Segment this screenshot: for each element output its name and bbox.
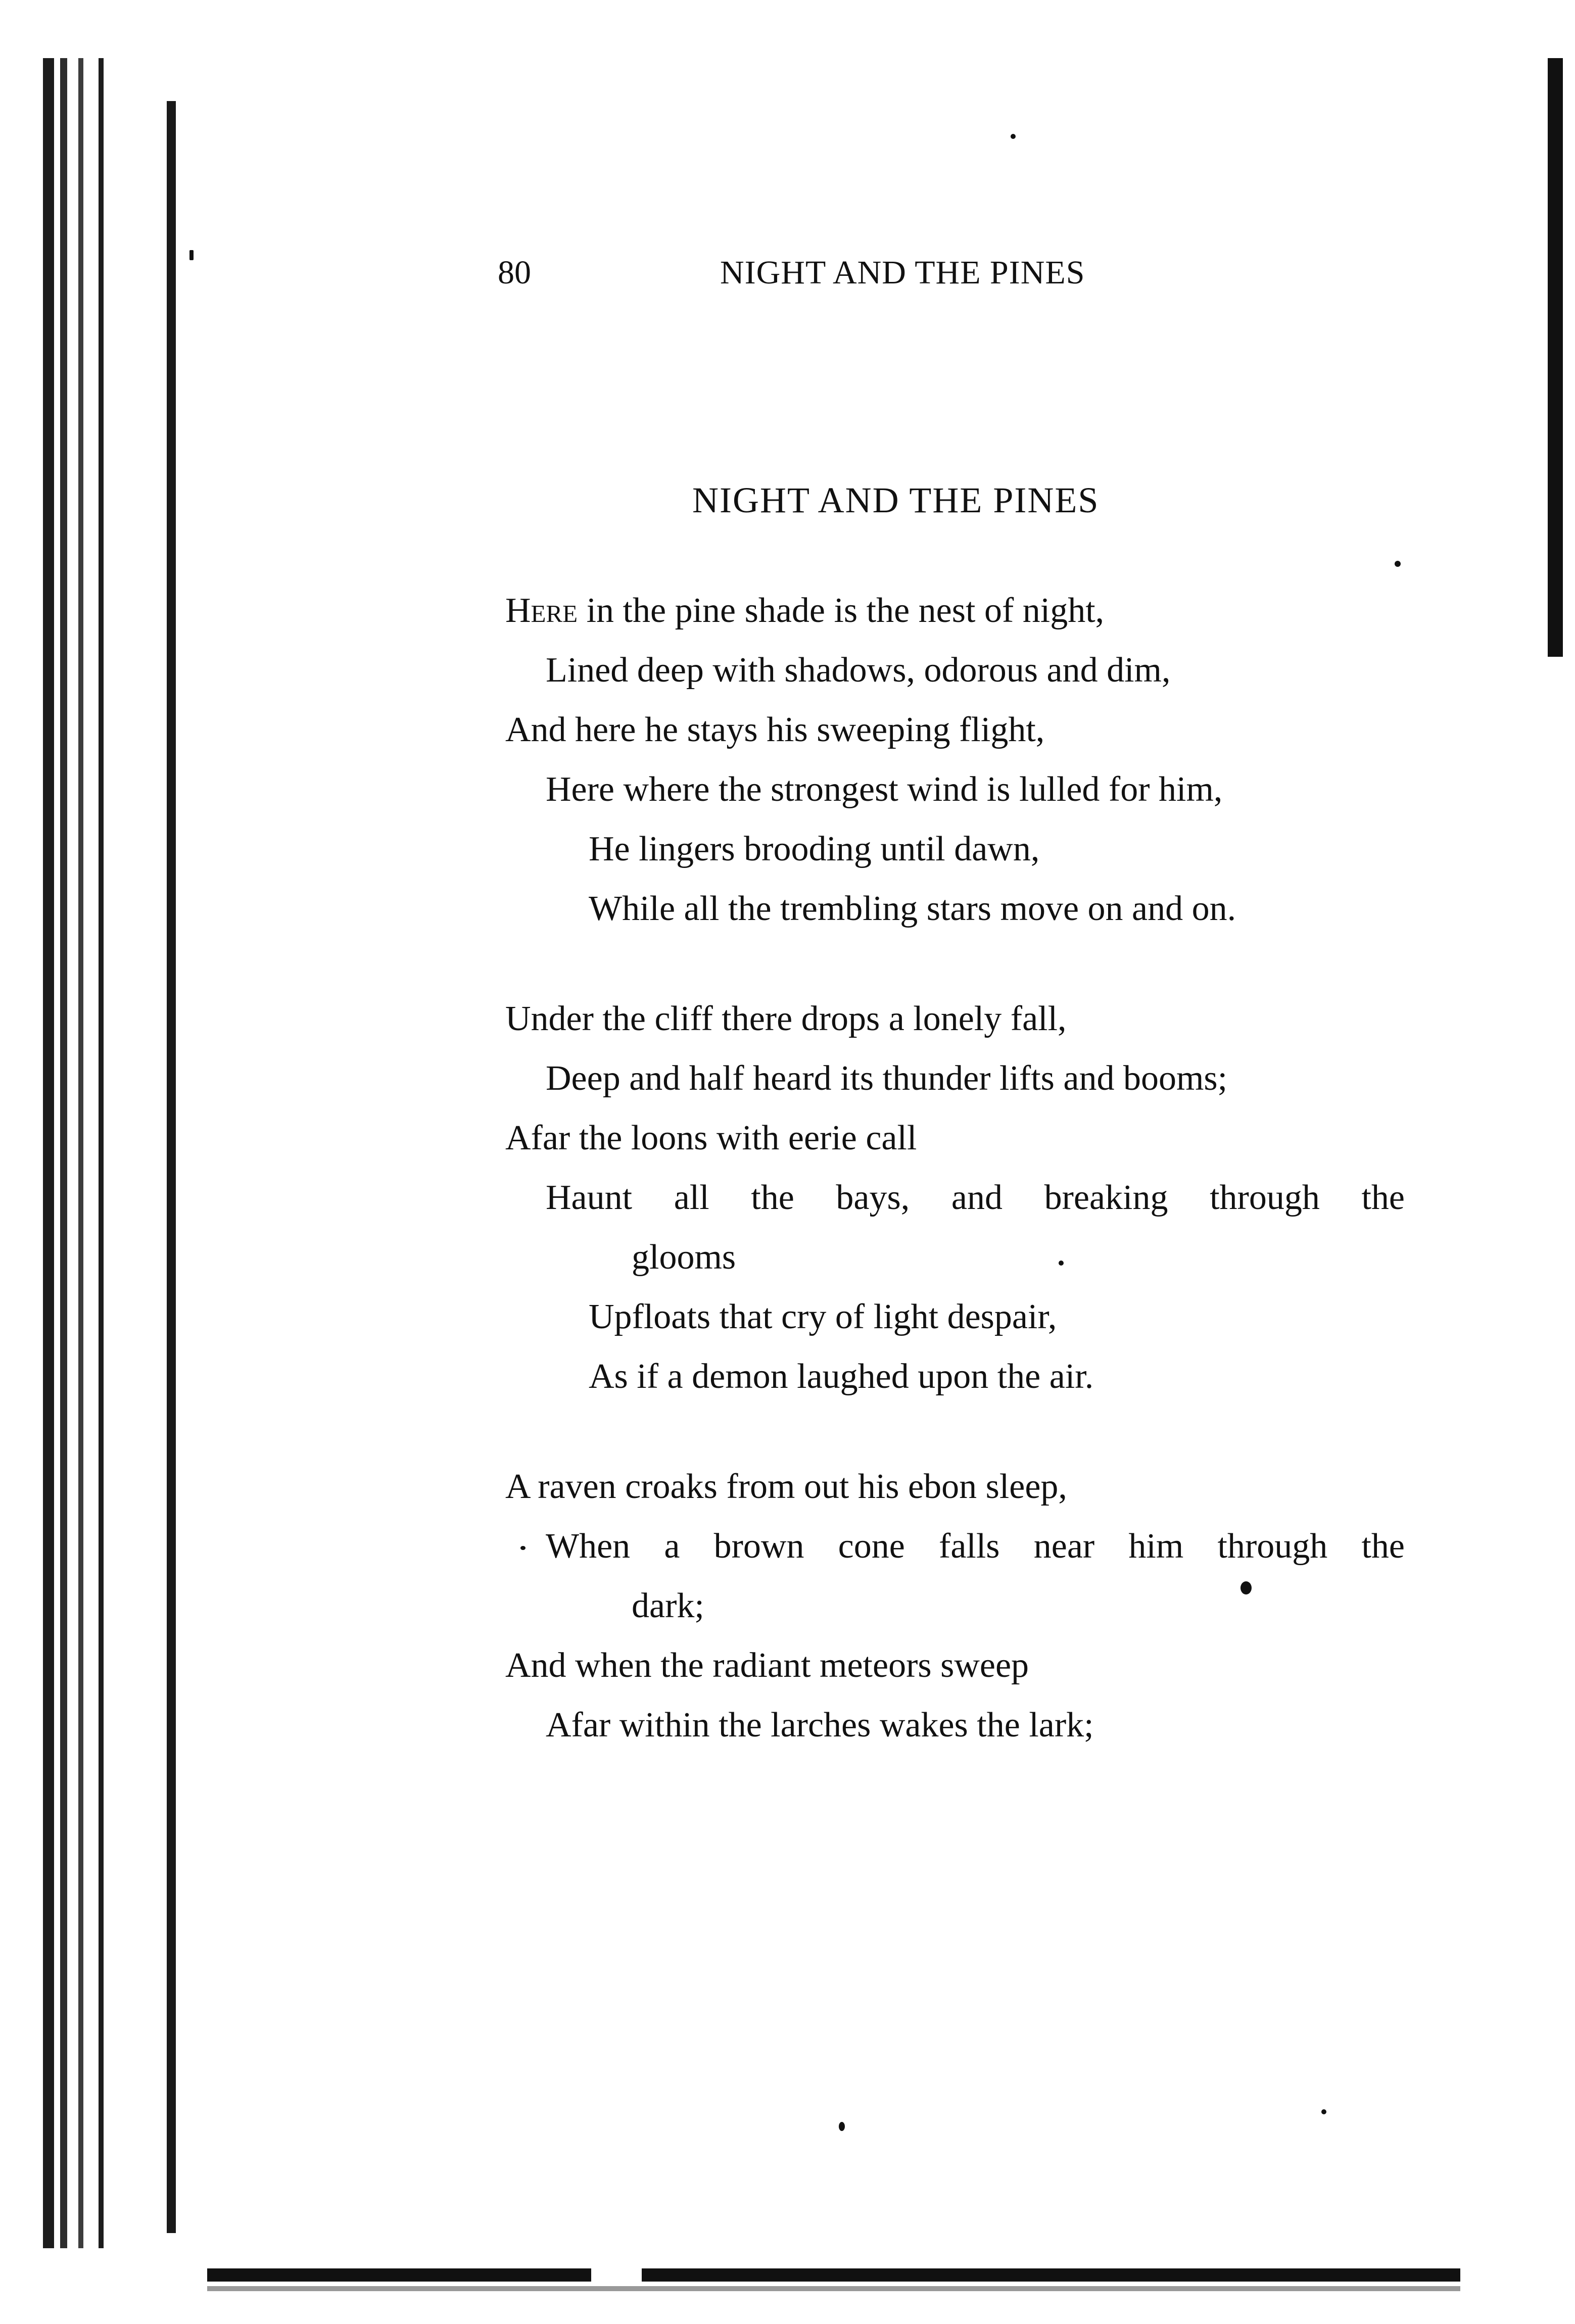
running-title: NIGHT AND THE PINES	[720, 254, 1085, 291]
stanza	[505, 989, 1425, 1407]
poem-line: While all the trembling stars move on and on.	[589, 889, 1236, 928]
page-number: 80	[498, 254, 531, 291]
poem-line: When a brown cone falls near him through the	[546, 1527, 1405, 1566]
poem-line: And here he stays his sweeping flight,	[505, 710, 1045, 749]
scan-speck	[1395, 561, 1401, 567]
bottom-edge-shadow	[207, 2268, 1460, 2282]
poem-line: As if a demon laughed upon the air.	[589, 1357, 1094, 1396]
scan-speck	[189, 250, 194, 260]
right-edge-shadow	[1548, 58, 1563, 657]
poem-title: NIGHT AND THE PINES	[692, 480, 1100, 520]
poem-line: glooms	[632, 1238, 736, 1277]
stanza-gap	[505, 1407, 1425, 1457]
scan-speck	[839, 2122, 845, 2131]
poem-line: Here where the strongest wind is lulled for him,	[546, 770, 1223, 809]
stanza-gap	[505, 939, 1425, 989]
poem-body	[505, 581, 1425, 1755]
binding-edge-line	[167, 101, 176, 2233]
poem-line: Afar the loons with eerie call	[505, 1119, 917, 1157]
poem-line: Lined deep with shadows, odorous and dim,	[546, 651, 1171, 690]
poem-line: Afar within the larches wakes the lark;	[546, 1706, 1094, 1745]
poem-line: He lingers brooding until dawn,	[589, 830, 1040, 868]
poem-line: Upfloats that cry of light despair,	[589, 1297, 1057, 1336]
poem-line: Haunt all the bays, and breaking through the	[546, 1178, 1405, 1217]
stanza	[505, 581, 1425, 939]
line-rest: in the pine shade is the nest of night,	[578, 591, 1105, 630]
binding-edge-shadow	[43, 58, 119, 2248]
poem-line: Deep and half heard its thunder lifts and booms;	[546, 1059, 1228, 1098]
stanza	[505, 1457, 1425, 1755]
scan-speck	[1321, 2109, 1326, 2114]
running-head	[498, 253, 1180, 293]
bottom-edge-shadow-lower	[207, 2286, 1460, 2291]
poem-line: dark;	[632, 1586, 704, 1625]
poem-line: And when the radiant meteors sweep	[505, 1646, 1029, 1685]
poem-line	[505, 581, 1425, 641]
scan-speck	[1011, 134, 1016, 139]
first-word: Here	[505, 591, 578, 630]
poem-line: Under the cliff there drops a lonely fall,	[505, 999, 1067, 1038]
poem-line: A raven croaks from out his ebon sleep,	[505, 1467, 1067, 1506]
